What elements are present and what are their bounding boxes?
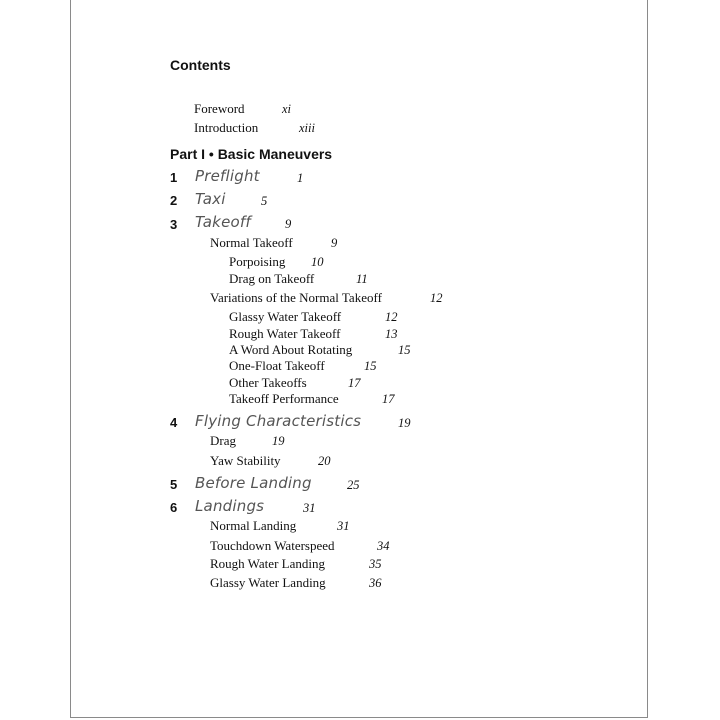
toc-entry-rough-water-landing: Rough Water Landing <box>210 556 325 571</box>
toc-entry-normal-takeoff: Normal Takeoff <box>210 235 293 250</box>
part-heading: Part I • Basic Maneuvers <box>170 146 333 162</box>
toc-entry-glassy-water-takeoff: Glassy Water Takeoff <box>229 309 342 324</box>
toc-entry-porpoising: Porpoising <box>229 254 286 269</box>
toc-entry-variations: Variations of the Normal Takeoff <box>210 290 382 305</box>
chapter-number: 3 <box>170 217 178 232</box>
page-number: 10 <box>311 255 324 269</box>
page-number: 36 <box>369 576 382 590</box>
toc-entry-touchdown-waterspeed: Touchdown Waterspeed <box>210 538 335 553</box>
page-number: 9 <box>331 236 338 250</box>
chapter-number: 6 <box>170 500 178 515</box>
page-number: 17 <box>382 392 395 406</box>
page-number: xi <box>282 102 292 116</box>
toc-entry-one-float-takeoff: One-Float Takeoff <box>229 358 325 373</box>
toc-entry-foreword: Foreword <box>194 101 245 116</box>
page-number: 25 <box>347 478 360 492</box>
chapter-title-landings: Landings <box>195 497 265 515</box>
page-number: 19 <box>272 434 285 448</box>
toc-entry-normal-landing: Normal Landing <box>210 518 297 533</box>
toc-entry-other-takeoffs: Other Takeoffs <box>229 375 307 390</box>
chapter-title-before-landing: Before Landing <box>195 474 312 492</box>
chapter-number: 2 <box>170 193 178 208</box>
page-number: 9 <box>285 217 292 231</box>
page-number: 15 <box>364 359 377 373</box>
page-number: 5 <box>261 194 268 208</box>
toc-entry-word-about-rotating: A Word About Rotating <box>229 342 353 357</box>
chapter-title-taxi: Taxi <box>195 190 226 208</box>
toc-entry-glassy-water-landing: Glassy Water Landing <box>210 575 326 590</box>
page-number: 20 <box>318 454 331 468</box>
chapter-number: 4 <box>170 415 178 430</box>
toc-entry-yaw-stability: Yaw Stability <box>210 453 281 468</box>
chapter-number: 5 <box>170 477 178 492</box>
page-number: 34 <box>377 539 390 553</box>
page-number: 13 <box>385 327 398 341</box>
page-number: 1 <box>297 171 304 185</box>
page-number: 12 <box>430 291 443 305</box>
book-page <box>70 0 648 718</box>
page-number: xiii <box>299 121 315 135</box>
toc-entry-takeoff-performance: Takeoff Performance <box>229 391 339 406</box>
page-number: 19 <box>398 416 411 430</box>
toc-entry-drag-on-takeoff: Drag on Takeoff <box>229 271 315 286</box>
toc-entry-rough-water-takeoff: Rough Water Takeoff <box>229 326 341 341</box>
chapter-title-flying-characteristics: Flying Characteristics <box>195 412 362 430</box>
contents-heading: Contents <box>170 57 231 73</box>
chapter-number: 1 <box>170 170 178 185</box>
page-number: 31 <box>337 519 350 533</box>
page-number: 17 <box>348 376 361 390</box>
chapter-title-takeoff: Takeoff <box>195 213 251 231</box>
toc-entry-introduction: Introduction <box>194 120 259 135</box>
page-number: 11 <box>356 272 368 286</box>
page-number: 15 <box>398 343 411 357</box>
page-number: 31 <box>303 501 316 515</box>
page-number: 35 <box>369 557 382 571</box>
toc-entry-drag: Drag <box>210 433 236 448</box>
chapter-title-preflight: Preflight <box>195 167 260 185</box>
page-number: 12 <box>385 310 398 324</box>
